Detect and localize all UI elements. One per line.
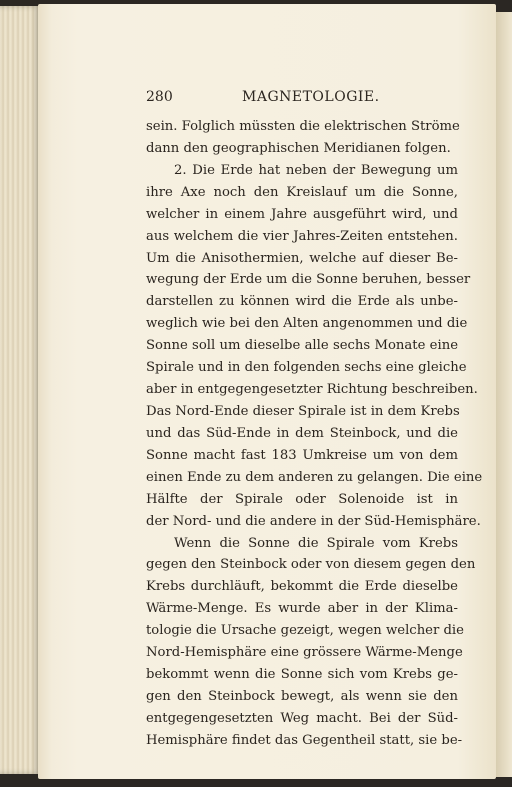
text-line: Spirale und in den folgenden sechs eine gleiche xyxy=(146,360,467,376)
text-line: Wenn die Sonne die Spirale vom Krebs xyxy=(174,535,458,551)
text-line: entgegengesetzten Weg macht. Bei der Süd- xyxy=(146,710,458,726)
text-line: bekommt wenn die Sonne sich vom Krebs ge- xyxy=(146,667,458,683)
running-title: MAGNETOLOGIE. xyxy=(242,89,380,105)
text-line: Krebs durchläuft, bekommt die Erde dieselbe xyxy=(146,579,458,595)
text-line: darstellen zu können wird die Erde als unbe- xyxy=(146,294,458,310)
text-line: aus welchem die vier Jahres-Zeiten entstehen. xyxy=(146,228,458,244)
text-line: gen den Steinbock bewegt, als wenn sie den xyxy=(146,688,458,704)
text-line: einen Ende zu dem anderen zu gelangen. Die eine xyxy=(146,469,483,485)
text-line: gegen den Steinbock oder von diesem gegen den xyxy=(146,557,476,573)
text-line: ihre Axe noch den Kreislauf um die Sonne, xyxy=(146,184,458,200)
text-line: Sonne macht fast 183 Umkreise um von dem xyxy=(146,447,458,463)
text-line: Sonne soll um dieselbe alle sechs Monate eine xyxy=(146,338,458,354)
page-number: 280 xyxy=(146,89,173,105)
text-line: Wärme-Menge. Es wurde aber in der Klima- xyxy=(146,601,458,617)
page-header xyxy=(146,89,460,109)
facing-page-edge xyxy=(496,12,512,777)
text-line: dann den geographischen Meridianen folgen. xyxy=(146,140,451,156)
text-line: Um die Anisothermien, welche auf dieser Be- xyxy=(146,250,458,266)
text-line: weglich wie bei den Alten angenommen und die xyxy=(146,316,468,332)
text-line: der Nord- und die andere in der Süd-Hemisphäre. xyxy=(146,513,481,529)
text-line: wegung der Erde um die Sonne beruhen, besser xyxy=(146,272,471,288)
text-line: aber in entgegengesetzter Richtung beschreiben. xyxy=(146,382,478,398)
text-line: und das Süd-Ende in dem Steinbock, und die xyxy=(146,425,458,441)
body-text xyxy=(146,116,483,752)
text-line: 2. Die Erde hat neben der Bewegung um xyxy=(174,162,458,178)
text-line: Hemisphäre findet das Gegentheil statt, sie be- xyxy=(146,732,463,748)
text-line: Das Nord-Ende dieser Spirale ist in dem Krebs xyxy=(146,403,460,419)
page-stack-edges xyxy=(0,6,40,774)
text-line: welcher in einem Jahre ausgeführt wird, und xyxy=(146,206,458,222)
text-line: sein. Folglich müssten die elektrischen Ströme xyxy=(146,119,460,134)
text-line: tologie die Ursache gezeigt, wegen welcher die xyxy=(146,623,464,639)
text-line: Hälfte der Spirale oder Solenoide ist in xyxy=(146,491,458,507)
text-line: Nord-Hemisphäre eine grössere Wärme-Menge xyxy=(146,645,463,661)
